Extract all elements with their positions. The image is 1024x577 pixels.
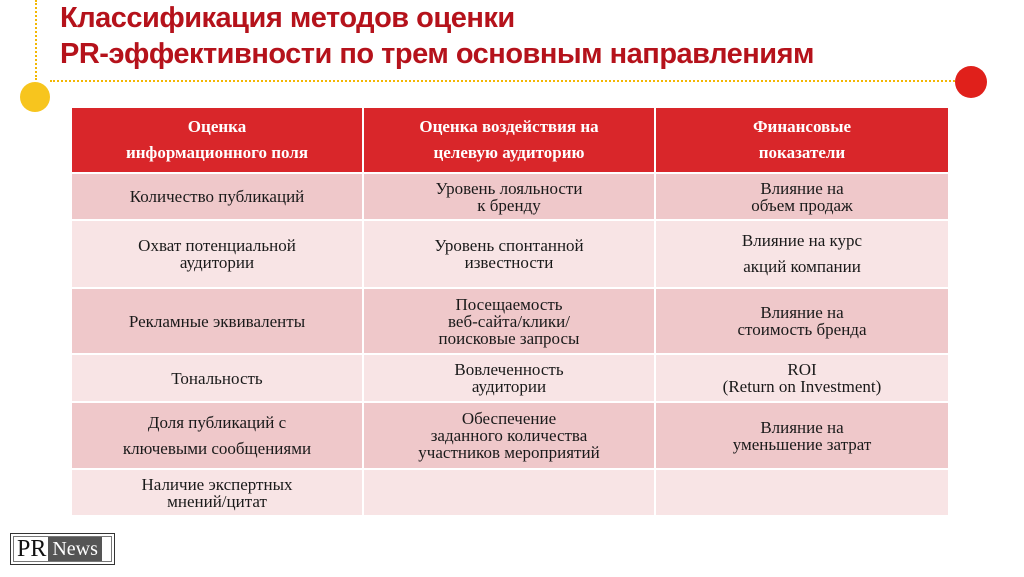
- slide-title: [60, 0, 1000, 72]
- table-cell: Доля публикаций с ключевыми сообщениями: [71, 402, 363, 469]
- table-row: [71, 288, 949, 354]
- table-row: [71, 402, 949, 469]
- slide-title-line-1: Классификация методов оценки: [60, 2, 515, 34]
- table-row: [71, 354, 949, 402]
- table-row: [71, 220, 949, 288]
- table-cell: Влияние на курс акций компании: [655, 220, 949, 288]
- header-audience-impact: Оценка воздействия на целевую аудиторию: [363, 107, 655, 173]
- table-cell: Наличие экспертных мнений/цитат: [71, 469, 363, 516]
- table-cell: Охват потенциальной аудитории: [71, 220, 363, 288]
- table-cell: [655, 469, 949, 516]
- table-cell: Тональность: [71, 354, 363, 402]
- methods-table: [70, 106, 950, 517]
- table-cell: Влияние на объем продаж: [655, 173, 949, 220]
- header-financial-metrics: Финансовые показатели: [655, 107, 949, 173]
- decor-dotted-line-horizontal: [50, 80, 955, 82]
- table-header-row: [71, 107, 949, 173]
- prnews-logo: [10, 533, 115, 565]
- table-row: [71, 173, 949, 220]
- table-cell: ROI (Return on Investment): [655, 354, 949, 402]
- decor-dotted-line-vertical: [35, 0, 37, 80]
- table-cell: Влияние на стоимость бренда: [655, 288, 949, 354]
- table-cell: Количество публикаций: [71, 173, 363, 220]
- prnews-logo-frame: [13, 536, 112, 562]
- table-cell: Посещаемость веб-сайта/клики/ поисковые запросы: [363, 288, 655, 354]
- header-information-field: Оценка информационного поля: [71, 107, 363, 173]
- logo-pr-text: PR: [17, 536, 47, 562]
- table-cell: Рекламные эквиваленты: [71, 288, 363, 354]
- table-cell: [363, 469, 655, 516]
- logo-news-text: News: [48, 537, 102, 561]
- decor-yellow-circle: [20, 82, 50, 112]
- table-cell: Уровень лояльности к бренду: [363, 173, 655, 220]
- table-cell: Обеспечение заданного количества участников мероприятий: [363, 402, 655, 469]
- table-cell: Влияние на уменьшение затрат: [655, 402, 949, 469]
- table-row: [71, 469, 949, 516]
- slide-title-line-2: PR-эффективности по трем основным направлениям: [60, 38, 814, 70]
- table-cell: Уровень спонтанной известности: [363, 220, 655, 288]
- table-cell: Вовлеченность аудитории: [363, 354, 655, 402]
